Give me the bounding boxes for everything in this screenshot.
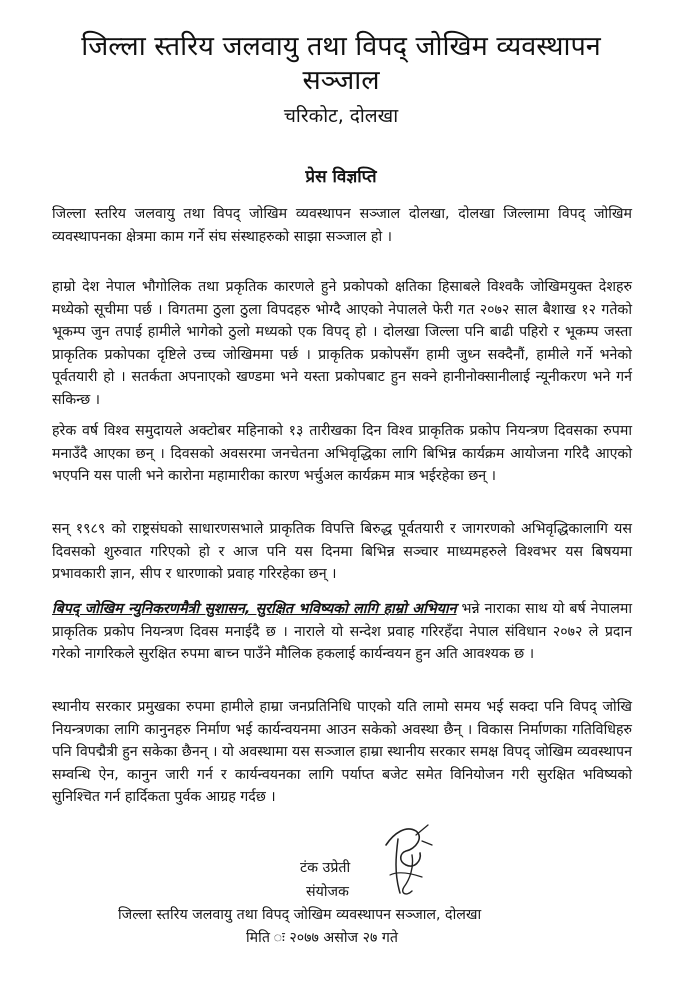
body-paragraph-un-history: सन् १९८९ को राष्ट्रसंघको साधारणसभाले प्राकृतिक विपत्ति बिरुद्ध पूर्वतयारी र जागरणको अभिवृद्धिकालागि यस दिवसको शुरुवात गरिएको हो र आज पनि यस दिनमा बिभिन्न सञ्चार माध्यमहरुले विश्वभर यस बिषयमा प्रभावकारी ज्ञान, सीप र धारणाको प्रवाह गरिरहेका छन् । — [52, 521, 632, 582]
signatory-role: संयोजक — [306, 884, 349, 900]
press-release-heading: प्रेस विज्ञप्ति — [305, 167, 377, 187]
body-paragraph-slogan — [52, 598, 632, 666]
signatory-name: टंक उप्रेती — [300, 860, 351, 876]
document-title-line2: सञ्जाल — [302, 65, 380, 96]
signatory-organization: जिल्ला स्तरिय जलवायु तथा विपद् जोखिम व्यवस्थापन सञ्जाल, दोलखा — [118, 907, 482, 923]
campaign-slogan: बिपद् जोखिम न्युनिकरणमैत्री सुशासन, सुरक्षित भविष्यको लागि हाम्रो अभियान — [52, 601, 457, 617]
body-paragraph-intro: जिल्ला स्तरिय जलवायु तथा विपद् जोखिम व्यवस्थापन सञ्जाल दोलखा, दोलखा जिल्लामा विपद् जोखिम व्यवस्थापनका क्षेत्रमा काम गर्ने संघ संस्थाहरुको साझा सञ्जाल हो । — [52, 206, 632, 245]
document-location: चरिकोट, दोलखा — [283, 105, 399, 127]
slogan-paragraph-text: भन्ने नाराका साथ यो बर्ष नेपालमा प्राकृतिक प्रकोप नियन्त्रण दिवस मनाईदै छ । नाराले यो सन्देश प्रवाह गरिरहँदा नेपाल संविधान २०७२ ले प्रदान गरेको नागरिकले सुरक्षित रुपमा बाच्न पाउँने मौलिक हकलाई कार्यन्वयन हुन अति आवश्यक छ । — [52, 601, 633, 662]
body-paragraph-nepal-risk: हाम्रो देश नेपाल भौगोलिक तथा प्रकृतिक कारणले हुने प्रकोपको क्षतिका हिसाबले विश्वकै जोखिमयुक्त देशहरु मध्येको सूचीमा पर्छ । विगतमा ठुला ठुला विपदहरु भोग्दै आएको नेपालले फेरी गत २०७२ साल बैशाख १२ गतेको भूकम्प जुन तपाई हामीले भागेको ठुलो मध्यको एक विपद् हो । दोलखा जिल्ला पनि बाढी पहिरो र भूकम्प जस्ता प्राकृतिक प्रकोपका दृष्टिले उच्च जोखिममा पर्छ । प्राकृतिक प्रकोपसँग हामी जुध्न सक्दैनौं, हामीले गर्ने भनेको पूर्वतयारी हो । सतर्कता अपनाएको खण्डमा भने यस्ता प्रकोपबाट हुन सक्ने हानीनोक्सानीलाई न्यूनीकरण भने गर्न सकिन्छ । — [52, 279, 632, 408]
body-paragraph-disaster-day: हरेक वर्ष विश्व समुदायले अक्टोबर महिनाको १३ तारीखका दिन विश्व प्राकृतिक प्रकोप नियन्त्रण दिवसका रुपमा मनाउँदै आएका छन् । दिवसको अवसरमा जनचेतना अभिवृद्धिका लागि बिभिन्न कार्यक्रम आयोजना गरिदै आएको भएपनि यस पाली भने कारोना महामारीका कारण भर्चुअल कार्यक्रम मात्र भईरहेका छन् । — [52, 423, 632, 484]
document-title-line1: जिल्ला स्तरिय जलवायु तथा विपद् जोखिम व्यवस्थापन — [81, 31, 601, 62]
document-date: मिति ः २०७७ असोज २७ गते — [246, 930, 398, 946]
body-paragraph-local-government: स्थानीय सरकार प्रमुखका रुपमा हामीले हाम्रा जनप्रतिनिधि पाएको यति लामो समय भई सक्दा पनि विपद् जोखि नियन्त्रणका लागि कानुनहरु निर्माण भई कार्यन्वयनमा आउन सकेको अवस्था छैन् । विकास निर्माणका गतिविधिहरु पनि विपद्मैत्री हुन सकेका छैनन् । यो अवस्थामा यस सञ्जाल हाम्रा स्थानीय सरकार समक्ष विपद् जोखिम व्यवस्थापन सम्वन्धि ऐन, कानुन जारी गर्न र कार्यन्वयनका लागि पर्याप्त बजेट समेत विनियोजन गरी सुरक्षित भविष्यको सुनिश्चित गर्न हार्दिकता पुर्वक आग्रह गर्दछ । — [52, 699, 632, 805]
handwritten-signature — [376, 815, 436, 901]
